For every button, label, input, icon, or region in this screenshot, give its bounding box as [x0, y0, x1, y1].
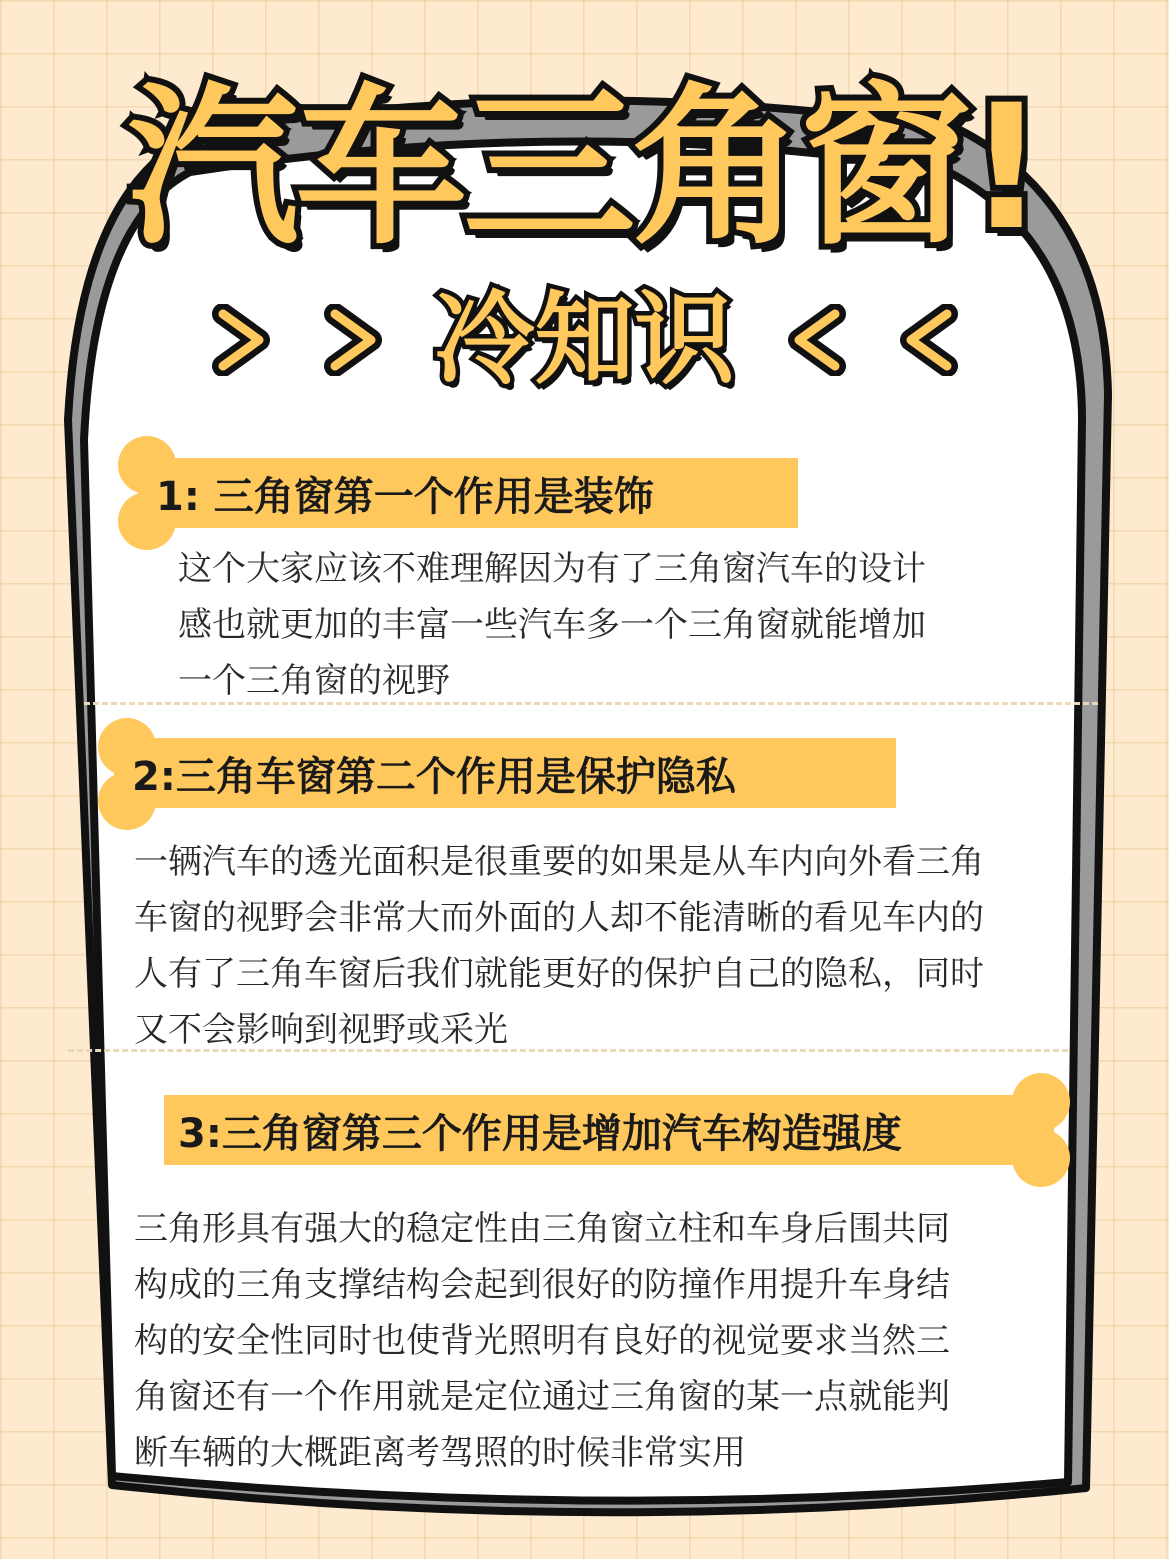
body-line: 感也就更加的丰富一些汽车多一个三角窗就能增加: [178, 605, 926, 645]
body-line: 构成的三角支撑结构会起到很好的防撞作用提升车身结: [134, 1265, 950, 1305]
section-1-heading-text: 1: 三角窗第一个作用是装饰: [156, 473, 654, 520]
chevron-right-icon: [321, 304, 385, 376]
body-line: 又不会影响到视野或采光: [134, 1010, 508, 1050]
body-line: 角窗还有一个作用就是定位通过三角窗的某一点就能判: [134, 1377, 950, 1417]
section-2-heading-text: 2:三角车窗第二个作用是保护隐私: [132, 753, 736, 800]
body-line: 一辆汽车的透光面积是很重要的如果是从车内向外看三角: [134, 842, 984, 882]
section-2-body: [134, 834, 984, 1058]
body-line: 车窗的视野会非常大而外面的人却不能清晰的看见车内的: [134, 898, 984, 938]
section-3-heading-text: 3:三角窗第三个作用是增加汽车构造强度: [178, 1110, 902, 1157]
heading-blob: [1012, 1073, 1070, 1131]
section-3-heading: [164, 1095, 1054, 1165]
section-divider: [68, 1049, 1068, 1052]
section-divider: [84, 702, 1098, 705]
chevron-left-icon: [897, 304, 961, 376]
heading-blob: [1012, 1129, 1070, 1187]
body-line: 一个三角窗的视野: [178, 661, 450, 701]
subtitle-row: [0, 280, 1169, 400]
body-line: 构的安全性同时也使背光照明有良好的视觉要求当然三: [134, 1321, 950, 1361]
page-subtitle: 冷知识: [434, 281, 735, 398]
body-line: 这个大家应该不难理解因为有了三角窗汽车的设计: [178, 549, 926, 589]
body-line: 断车辆的大概距离考驾照的时候非常实用: [134, 1433, 746, 1473]
body-line: 三角形具有强大的稳定性由三角窗立柱和车身后围共同: [134, 1209, 950, 1249]
page-title: 汽车三角窗!: [127, 67, 1042, 268]
body-line: 人有了三角车窗后我们就能更好的保护自己的隐私，同时: [134, 954, 984, 994]
section-2-heading: [114, 738, 896, 808]
chevron-left-icon: [785, 304, 849, 376]
chevron-right-icon: [209, 304, 273, 376]
section-1-body: [178, 541, 926, 709]
section-3-body: [134, 1201, 950, 1481]
section-1-heading: [138, 458, 798, 528]
